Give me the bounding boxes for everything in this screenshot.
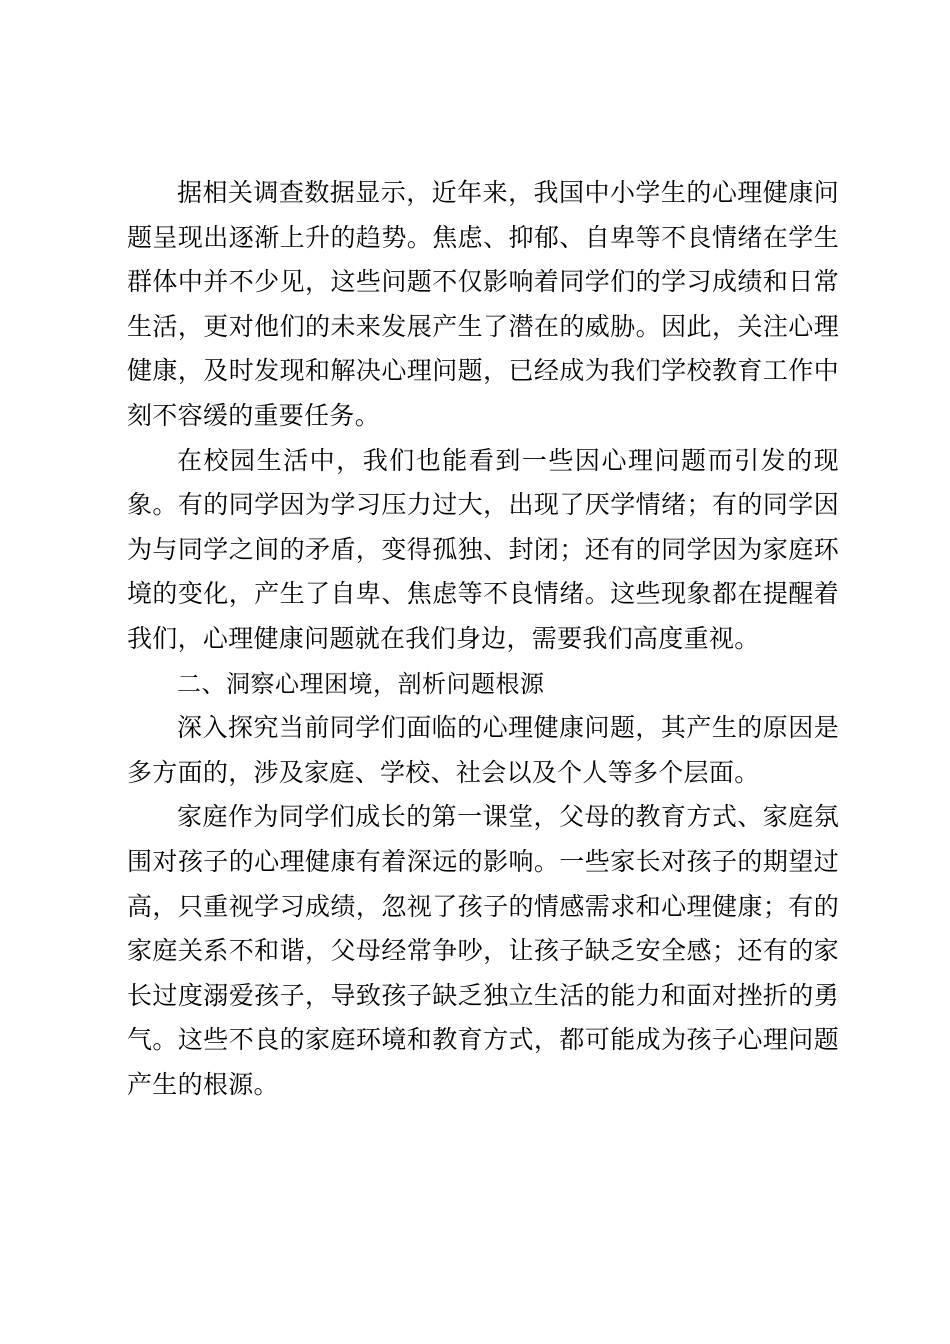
paragraph-survey-data: 据相关调查数据显示，近年来，我国中小学生的心理健康问题呈现出逐渐上升的趋势。焦虑、抑郁、自卑等不良情绪在学生群体中并不少见，这些问题不仅影响着同学们的学习成绩和日常生活，更对他们的未来发展产生了潜在的威胁。因此，关注心理健康，及时发现和解决心理问题，已经成为我们学校教育工作中刻不容缓的重要任务。 [127,178,839,430]
paragraph-causes-overview: 深入探究当前同学们面临的心理健康问题，其产生的原因是多方面的，涉及家庭、学校、社会以及个人等多个层面。 [127,713,839,787]
section-heading: 二、洞察心理困境，剖析问题根源 [177,669,545,698]
paragraph-family-influence: 家庭作为同学们成长的第一课堂，父母的教育方式、家庭氛围对孩子的心理健康有着深远的影响。一些家长对孩子的期望过高，只重视学习成绩，忽视了孩子的情感需求和心理健康；有的家庭关系不和谐，父母经常争吵，让孩子缺乏安全感；还有的家长过度溺爱孩子，导致孩子缺乏独立生活的能力和面对挫折的勇气。这些不良的家庭环境和教育方式，都可能成为孩子心理问题产生的根源。 [127,802,839,1099]
paragraph-campus-life: 在校园生活中，我们也能看到一些因心理问题而引发的现象。有的同学因为学习压力过大，出现了厌学情绪；有的同学因为与同学之间的矛盾，变得孤独、封闭；还有的同学因为家庭环境的变化，产生了自卑、焦虑等不良情绪。这些现象都在提醒着我们，心理健康问题就在我们身边，需要我们高度重视。 [127,445,839,653]
document-body [127,171,839,1107]
